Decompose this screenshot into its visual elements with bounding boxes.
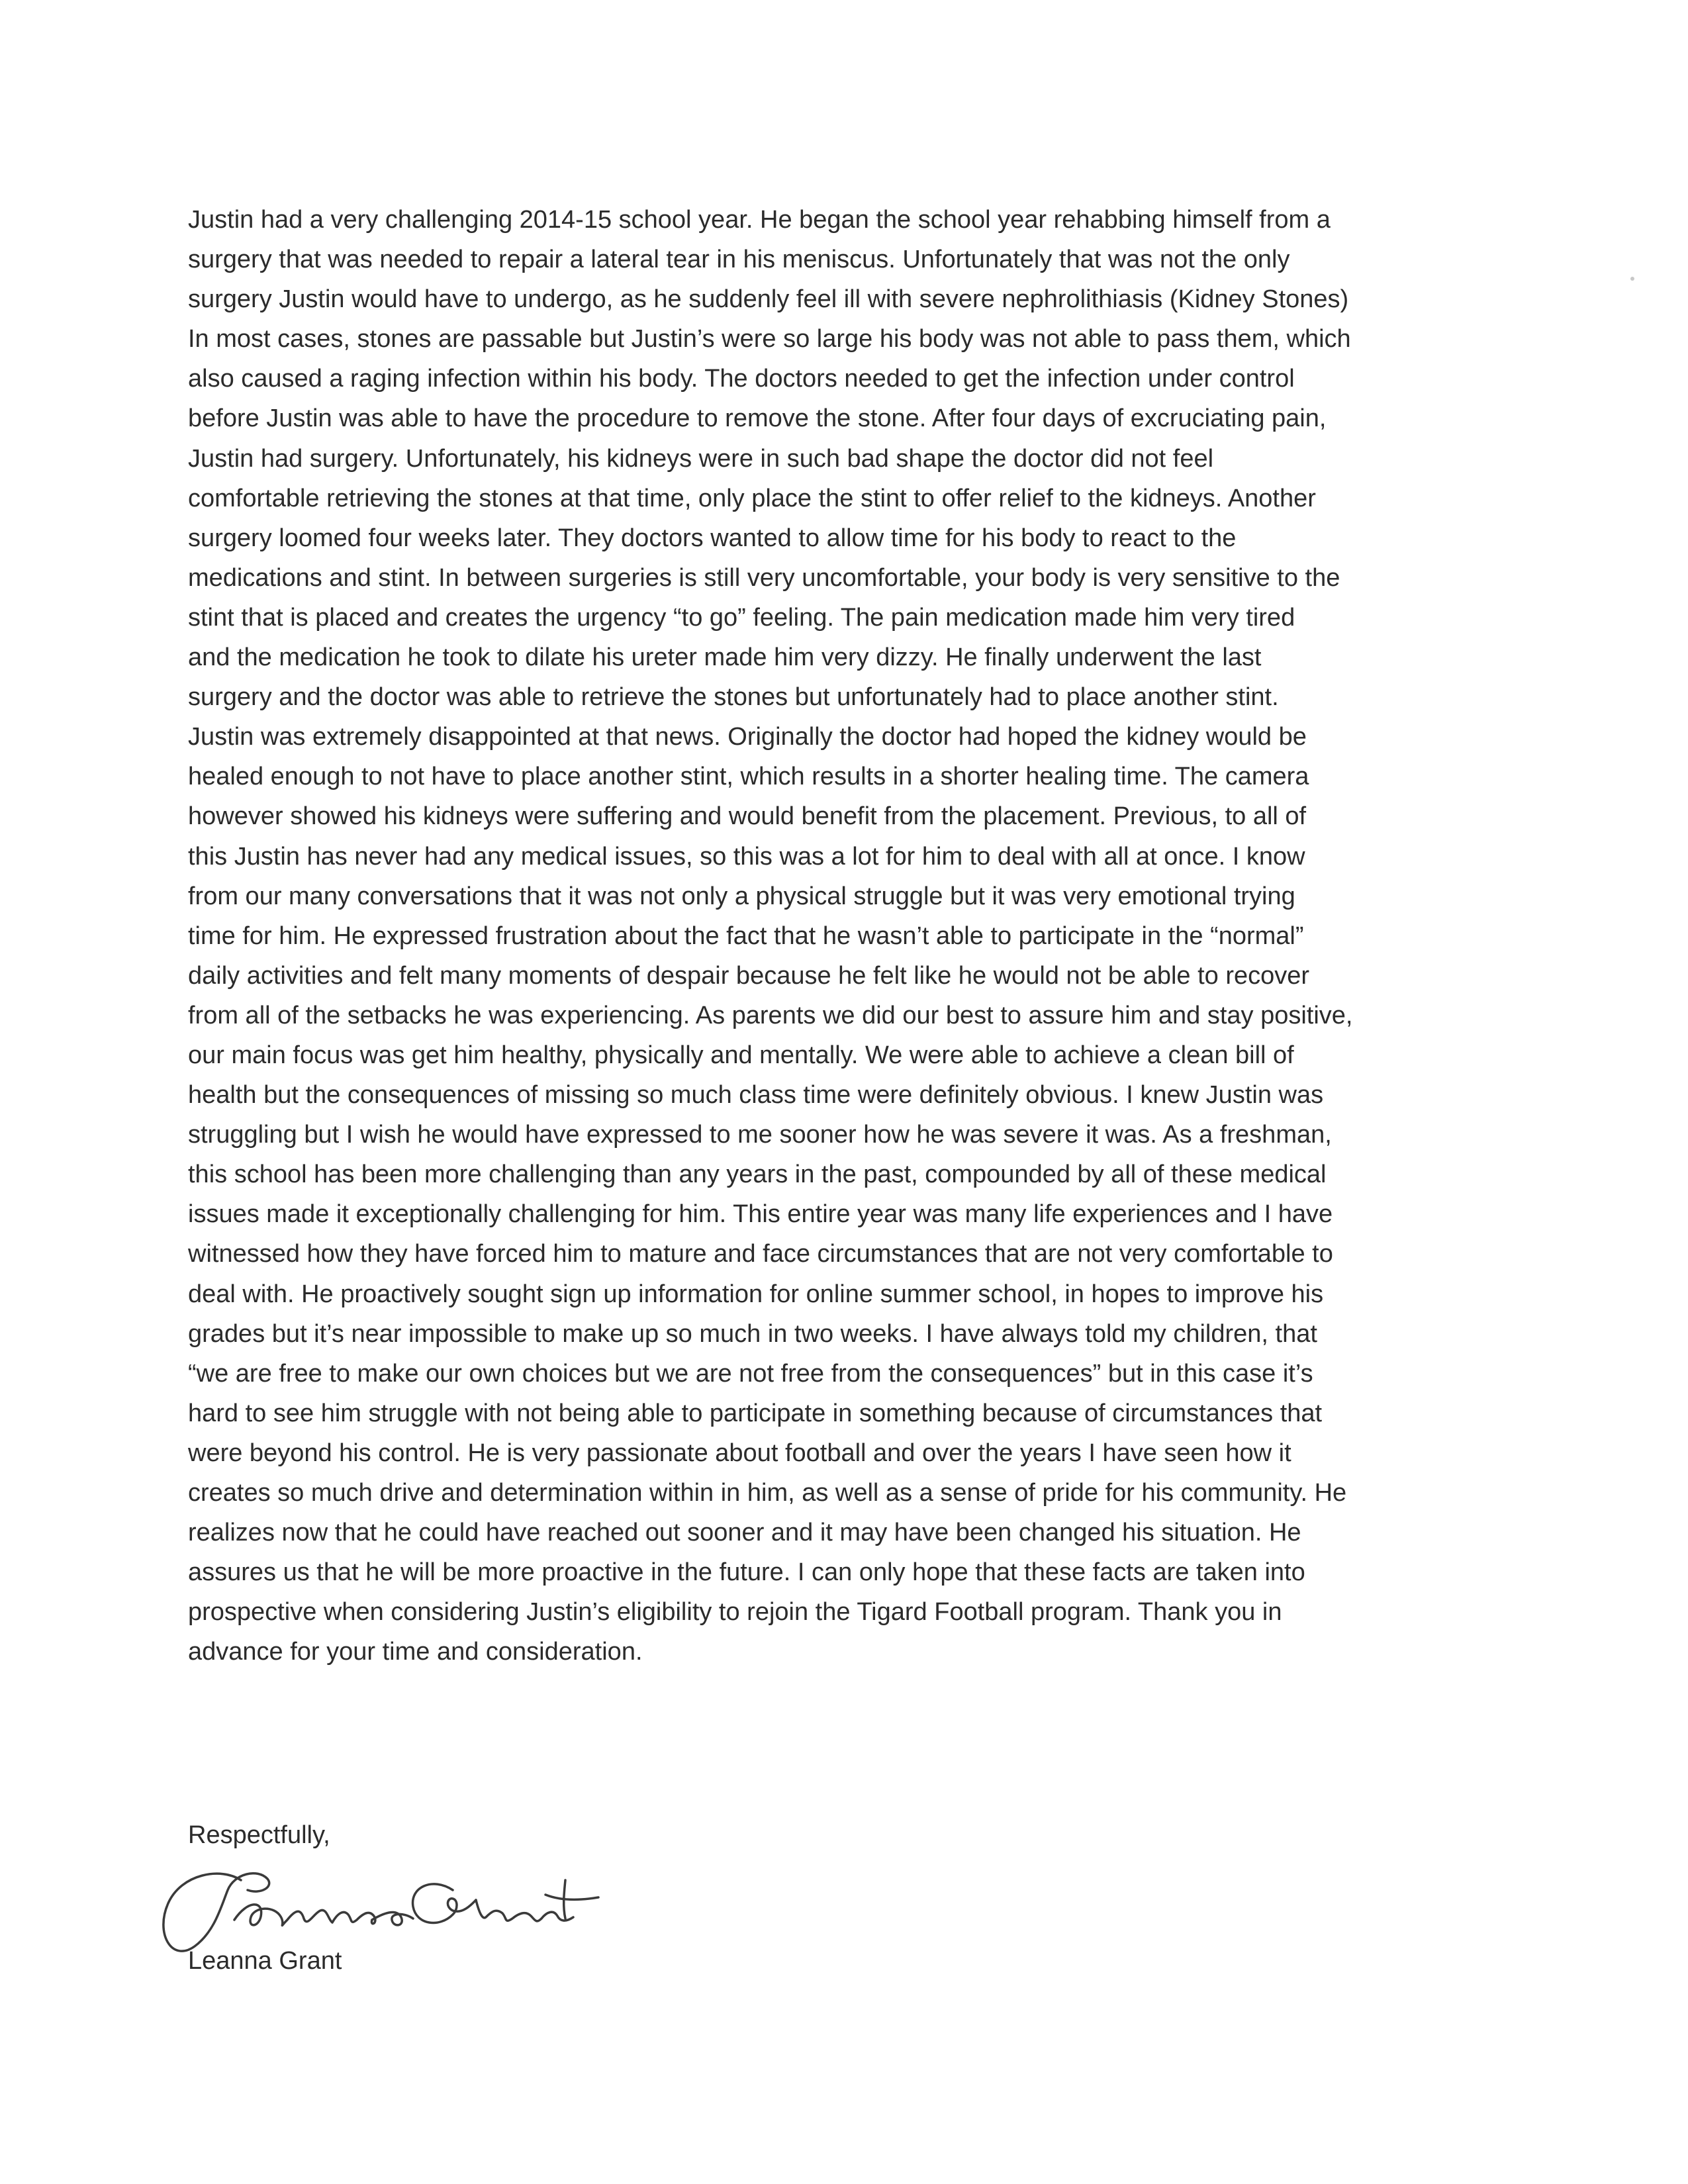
letter-line: creates so much drive and determination within in him, as well as a sense of pride for his community. He (188, 1479, 1347, 1507)
letter-line: advance for your time and consideration. (188, 1638, 643, 1666)
letter-line: issues made it exceptionally challenging for him. This entire year was many life experiences and I have (188, 1200, 1333, 1229)
letter-line: health but the consequences of missing so much class time were definitely obvious. I knew Justin was (188, 1081, 1324, 1110)
letter-line: surgery that was needed to repair a lateral tear in his meniscus. Unfortunately that was not the only (188, 246, 1290, 274)
letter-line: healed enough to not have to place another stint, which results in a shorter healing time. The camera (188, 763, 1309, 791)
closing-salutation: Respectfully, (188, 1821, 330, 1849)
letter-line: realizes now that he could have reached out sooner and it may have been changed his situation. He (188, 1519, 1301, 1547)
letter-line: and the medication he took to dilate his ureter made him very dizzy. He finally underwent the last (188, 643, 1262, 672)
letter-line: grades but it’s near impossible to make up so much in two weeks. I have always told my children, that (188, 1319, 1317, 1348)
letter-line: from our many conversations that it was not only a physical struggle but it was very emotional trying (188, 882, 1295, 910)
letter-line: Justin was extremely disappointed at that news. Originally the doctor had hoped the kidney would be (188, 723, 1307, 751)
letter-line: prospective when considering Justin’s eligibility to rejoin the Tigard Football program. Thank you in (188, 1598, 1282, 1627)
letter-line: from all of the setbacks he was experiencing. As parents we did our best to assure him and stay positive, (188, 1001, 1353, 1029)
letter-line: medications and stint. In between surgeries is still very uncomfortable, your body is very sensitive to the (188, 563, 1340, 592)
letter-line: surgery loomed four weeks later. They doctors wanted to allow time for his body to react to the (188, 524, 1237, 552)
letter-line: this Justin has never had any medical issues, so this was a lot for him to deal with all at once. I know (188, 842, 1305, 871)
scan-speck (1630, 277, 1634, 281)
letter-line: deal with. He proactively sought sign up information for online summer school, in hopes to improve his (188, 1280, 1324, 1308)
letter-line: time for him. He expressed frustration about the fact that he wasn’t able to participate in the “normal” (188, 922, 1304, 950)
letter-line: however showed his kidneys were suffering and would benefit from the placement. Previous, to all of (188, 802, 1307, 831)
letter-line: Justin had a very challenging 2014-15 school year. He began the school year rehabbing himself from a (188, 206, 1331, 234)
letter-line: hard to see him struggle with not being able to participate in something because of circumstances that (188, 1399, 1323, 1427)
signer-name: Leanna Grant (188, 1947, 342, 1975)
letter-line: In most cases, stones are passable but Justin’s were so large his body was not able to pass them, which (188, 325, 1351, 354)
letter-line: witnessed how they have forced him to mature and face circumstances that are not very comfortable to (188, 1240, 1333, 1268)
letter-line: comfortable retrieving the stones at that time, only place the stint to offer relief to the kidneys. Another (188, 484, 1316, 512)
letter-line: “we are free to make our own choices but we are not free from the consequences” but in this case it’s (188, 1359, 1313, 1388)
letter-line: were beyond his control. He is very passionate about football and over the years I have seen how it (188, 1439, 1291, 1467)
letter-line: struggling but I wish he would have expressed to me sooner how he was severe it was. As a freshman, (188, 1121, 1332, 1149)
letter-line: also caused a raging infection within his body. The doctors needed to get the infection under control (188, 365, 1295, 393)
letter-line: surgery and the doctor was able to retrieve the stones but unfortunately had to place another stint. (188, 683, 1279, 712)
letter-line: assures us that he will be more proactive in the future. I can only hope that these facts are taken into (188, 1558, 1305, 1587)
letter-line: Justin had surgery. Unfortunately, his kidneys were in such bad shape the doctor did not feel (188, 444, 1214, 473)
letter-line: this school has been more challenging than any years in the past, compounded by all of these medical (188, 1161, 1327, 1189)
letter-line: our main focus was get him healthy, physically and mentally. We were able to achieve a clean bill of (188, 1041, 1294, 1069)
letter-line: surgery Justin would have to undergo, as he suddenly feel ill with severe nephrolithiasis (Kidney Stones) (188, 285, 1349, 314)
letter-line: before Justin was able to have the procedure to remove the stone. After four days of excruciating pain, (188, 404, 1327, 433)
letter-line: stint that is placed and creates the urgency “to go” feeling. The pain medication made him very tired (188, 603, 1295, 632)
letter-body (188, 200, 1512, 1672)
letter-line: daily activities and felt many moments of despair because he felt like he would not be able to recover (188, 961, 1310, 990)
